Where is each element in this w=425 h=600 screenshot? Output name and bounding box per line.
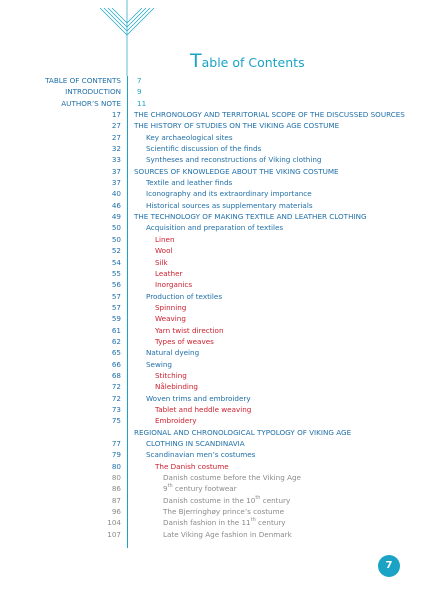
toc-entry-page: 33 bbox=[111, 155, 121, 165]
toc-entry-label: Key archaeological sites bbox=[146, 132, 233, 142]
toc-entry[interactable] bbox=[0, 325, 425, 336]
toc-entry-label: Woven trims and embroidery bbox=[146, 393, 251, 403]
toc-entry-page: 59 bbox=[111, 314, 121, 324]
toc-entry-label: Iconography and its extraordinary importance bbox=[146, 189, 312, 199]
toc-entry-page: 72 bbox=[111, 393, 121, 403]
toc-entry[interactable] bbox=[0, 427, 425, 438]
toc-entry-label: Linen bbox=[155, 234, 175, 244]
toc-entry[interactable] bbox=[0, 279, 425, 290]
toc-entry-page: 54 bbox=[111, 257, 121, 267]
table-of-contents bbox=[0, 75, 425, 540]
toc-entry-page: 104 bbox=[107, 518, 121, 528]
toc-entry-label: Sewing bbox=[146, 359, 172, 369]
toc-entry-label: Scandinavian men’s costumes bbox=[146, 450, 256, 460]
toc-entry-page: 87 bbox=[111, 495, 121, 505]
toc-entry-page: 80 bbox=[111, 473, 121, 483]
toc-entry-page: 55 bbox=[111, 268, 121, 278]
toc-prelim-page: 7 bbox=[137, 76, 142, 85]
toc-entry-page: 65 bbox=[111, 348, 121, 358]
toc-entry-page: 27 bbox=[111, 121, 121, 131]
toc-entry[interactable] bbox=[0, 132, 425, 143]
toc-entry[interactable] bbox=[0, 404, 425, 415]
toc-entry-label: Stitching bbox=[155, 370, 187, 380]
toc-entry-page: 86 bbox=[111, 484, 121, 494]
page-title bbox=[190, 50, 390, 72]
toc-entry[interactable] bbox=[0, 291, 425, 302]
toc-entry-label: Acquisition and preparation of textiles bbox=[146, 223, 284, 233]
toc-entry[interactable] bbox=[0, 143, 425, 154]
toc-entry[interactable] bbox=[0, 506, 425, 517]
toc-entry-label: Inorganics bbox=[155, 280, 193, 290]
toc-entry-label: REGIONAL AND CHRONOLOGICAL TYPOLOGY OF VIKING AGE bbox=[134, 427, 352, 437]
toc-prelim-page: 11 bbox=[137, 98, 147, 108]
toc-entry-label: CLOTHING IN SCANDINAVIA bbox=[146, 439, 245, 448]
toc-entry-page: 37 bbox=[111, 178, 121, 188]
toc-entry-page: 52 bbox=[111, 246, 121, 256]
toc-prelim-label: TABLE OF CONTENTS bbox=[45, 76, 121, 85]
toc-entry-page: 61 bbox=[111, 325, 121, 335]
toc-entry-page: 40 bbox=[111, 189, 121, 199]
toc-entry-label: Weaving bbox=[155, 314, 186, 324]
toc-entry-page: 50 bbox=[111, 223, 121, 233]
toc-entry[interactable] bbox=[0, 449, 425, 460]
toc-entry[interactable] bbox=[0, 461, 425, 472]
toc-entry-label: Natural dyeing bbox=[146, 348, 200, 358]
toc-entry-page: 73 bbox=[111, 404, 121, 414]
toc-entry-page: 37 bbox=[111, 166, 121, 176]
toc-entry-label: Leather bbox=[155, 268, 183, 278]
toc-entry-page: 49 bbox=[111, 212, 121, 222]
toc-entry-page: 79 bbox=[111, 450, 121, 460]
toc-entry[interactable] bbox=[0, 483, 425, 494]
toc-prelim-page: 9 bbox=[137, 87, 142, 97]
toc-entry[interactable] bbox=[0, 211, 425, 222]
toc-entry[interactable] bbox=[0, 359, 425, 370]
toc-entry[interactable] bbox=[0, 438, 425, 449]
toc-entry-page: 56 bbox=[111, 280, 121, 290]
toc-entry-label: Danish fashion in the 11th century bbox=[163, 517, 286, 528]
toc-entry-page: 75 bbox=[111, 416, 121, 426]
toc-entry-label: Silk bbox=[155, 257, 168, 267]
toc-entry-label: Syntheses and reconstructions of Viking clothing bbox=[146, 155, 322, 165]
toc-entry[interactable] bbox=[0, 154, 425, 165]
toc-entry[interactable] bbox=[0, 495, 425, 506]
toc-entry-page: 107 bbox=[107, 529, 121, 539]
toc-entry-page: 68 bbox=[111, 370, 121, 380]
toc-entry-label: 9th century footwear bbox=[163, 483, 237, 494]
toc-entry-page: 66 bbox=[111, 359, 121, 369]
toc-entry[interactable] bbox=[0, 381, 425, 392]
toc-prelim-row[interactable] bbox=[0, 75, 425, 86]
toc-entry-label: Embroidery bbox=[155, 416, 197, 426]
toc-entry[interactable] bbox=[0, 517, 425, 528]
toc-entry[interactable] bbox=[0, 120, 425, 131]
toc-entry[interactable] bbox=[0, 257, 425, 268]
toc-entry-page: 62 bbox=[111, 336, 121, 346]
toc-entry-page: 57 bbox=[111, 291, 121, 301]
toc-entry-page: 50 bbox=[111, 234, 121, 244]
toc-entry[interactable] bbox=[0, 393, 425, 404]
toc-entry[interactable] bbox=[0, 188, 425, 199]
toc-entry-page: 72 bbox=[111, 382, 121, 392]
page-number-badge: 7 bbox=[378, 555, 400, 577]
title-first-letter: T bbox=[190, 50, 202, 72]
toc-entry[interactable] bbox=[0, 472, 425, 483]
toc-entry-label: Nålebinding bbox=[155, 382, 198, 392]
toc-entry-page: 96 bbox=[111, 507, 121, 517]
toc-prelim-label: AUTHOR’S NOTE bbox=[61, 98, 121, 108]
toc-entry[interactable] bbox=[0, 222, 425, 233]
toc-entry-page: 27 bbox=[111, 132, 121, 142]
toc-entry[interactable] bbox=[0, 200, 425, 211]
toc-entry[interactable] bbox=[0, 245, 425, 256]
toc-entry[interactable] bbox=[0, 268, 425, 279]
toc-entry[interactable] bbox=[0, 370, 425, 381]
toc-entry-label: Danish costume before the Viking Age bbox=[163, 473, 301, 483]
toc-entry-label: Production of textiles bbox=[146, 291, 223, 301]
toc-entry[interactable] bbox=[0, 177, 425, 188]
toc-entry-label: THE CHRONOLOGY AND TERRITORIAL SCOPE OF THE DISCUSSED SOURCES bbox=[134, 110, 405, 120]
toc-entry-label: Late Viking Age fashion in Denmark bbox=[163, 529, 292, 539]
toc-entry-page: 77 bbox=[111, 439, 121, 448]
toc-entry-label: The Bjerringhøy prince’s costume bbox=[163, 507, 285, 517]
toc-entry[interactable] bbox=[0, 166, 425, 177]
toc-entry-label: The Danish costume bbox=[155, 461, 229, 471]
toc-entry[interactable] bbox=[0, 109, 425, 120]
toc-entry-label: SOURCES OF KNOWLEDGE ABOUT THE VIKING COSTUME bbox=[134, 166, 339, 176]
toc-prelim-row[interactable] bbox=[0, 86, 425, 97]
toc-entry-label: THE HISTORY OF STUDIES ON THE VIKING AGE COSTUME bbox=[134, 121, 340, 131]
toc-prelim-row[interactable] bbox=[0, 98, 425, 109]
toc-entry-label: Scientific discussion of the finds bbox=[146, 144, 262, 154]
toc-entry[interactable] bbox=[0, 347, 425, 358]
toc-entry[interactable] bbox=[0, 529, 425, 540]
toc-entry[interactable] bbox=[0, 313, 425, 324]
toc-entry-label: Textile and leather finds bbox=[146, 178, 233, 188]
toc-entry-label: Danish costume in the 10th century bbox=[163, 494, 291, 505]
toc-entry[interactable] bbox=[0, 336, 425, 347]
toc-entry-label: Yarn twist direction bbox=[155, 325, 224, 335]
toc-entry[interactable] bbox=[0, 302, 425, 313]
toc-entry-label: Tablet and heddle weaving bbox=[155, 404, 252, 414]
title-rest: able of Contents bbox=[201, 55, 305, 70]
toc-entry[interactable] bbox=[0, 415, 425, 426]
toc-entry-page: 57 bbox=[111, 302, 121, 312]
toc-entry-label: Types of weaves bbox=[155, 336, 214, 346]
toc-entry-page: 32 bbox=[111, 144, 121, 154]
toc-entry-label: Spinning bbox=[155, 302, 187, 312]
toc-entry-page: 80 bbox=[111, 461, 121, 471]
toc-entry-label: Historical sources as supplementary materials bbox=[146, 200, 313, 210]
toc-entry-page: 17 bbox=[111, 110, 121, 120]
toc-entry-page: 46 bbox=[111, 200, 121, 210]
toc-entry-label: THE TECHNOLOGY OF MAKING TEXTILE AND LEATHER CLOTHING bbox=[134, 212, 367, 222]
toc-entry-label: Wool bbox=[155, 246, 173, 256]
toc-prelim-label: INTRODUCTION bbox=[65, 87, 121, 97]
toc-entry[interactable] bbox=[0, 234, 425, 245]
